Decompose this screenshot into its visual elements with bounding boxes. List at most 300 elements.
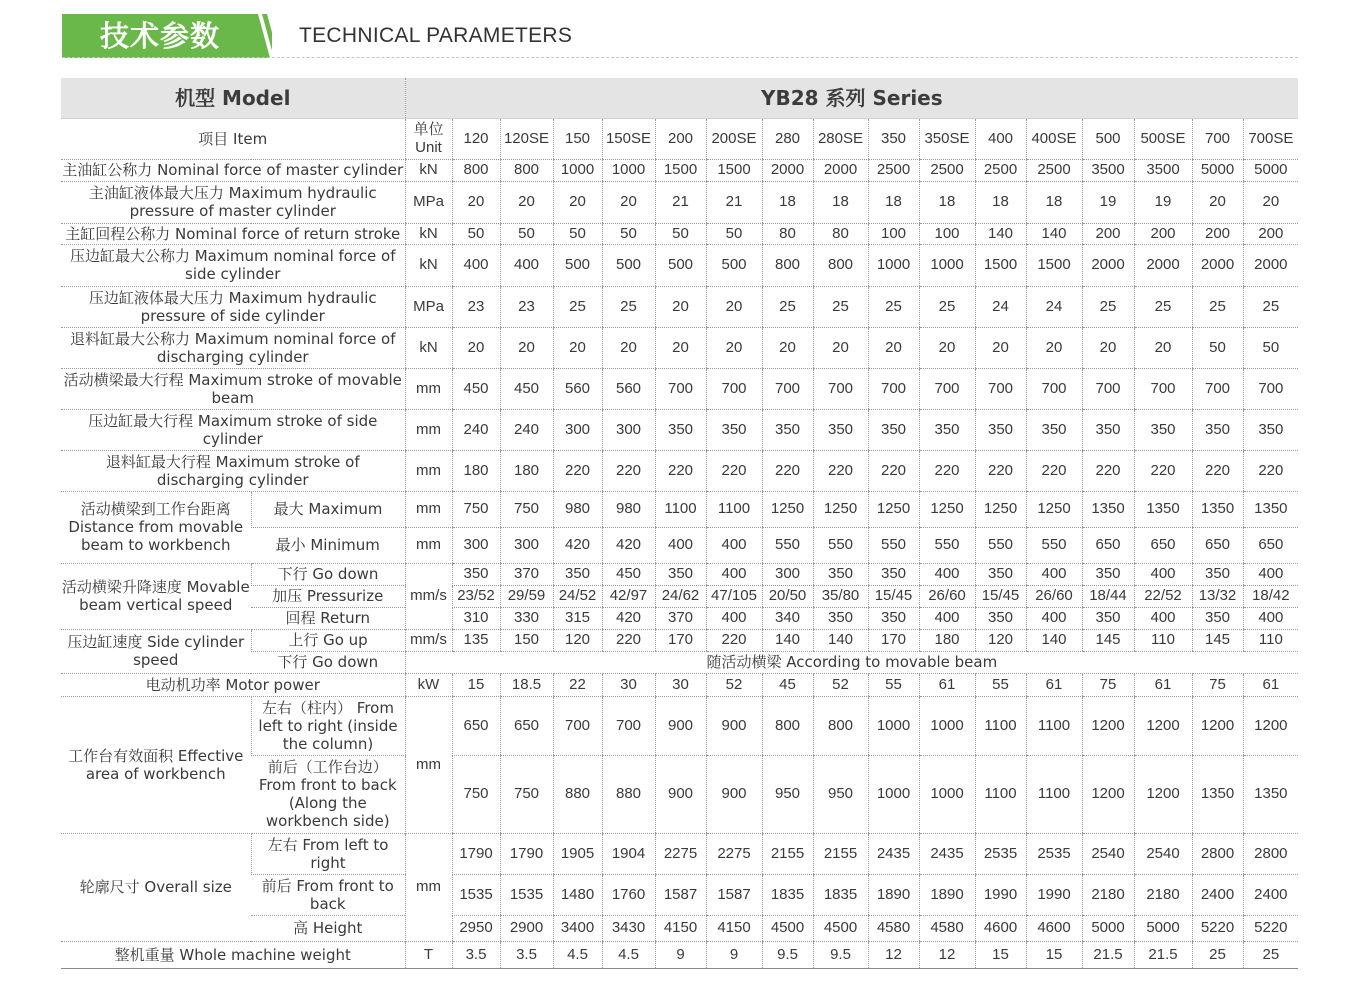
model-name-cell: 700SE bbox=[1243, 118, 1298, 159]
value-cell: 220 bbox=[868, 450, 919, 491]
value-cell: 140 bbox=[1026, 629, 1082, 651]
value-cell: 650 bbox=[452, 696, 500, 755]
row-label: 退料缸最大公称力 Maximum nominal force of discharging cylinder bbox=[61, 327, 405, 368]
value-cell: 12 bbox=[868, 941, 919, 968]
value-cell: 315 bbox=[553, 607, 602, 629]
value-cell: 240 bbox=[500, 409, 553, 450]
value-cell: 25 bbox=[1243, 286, 1298, 327]
model-name-cell: 150 bbox=[553, 118, 602, 159]
sub-label: 最小 Minimum bbox=[251, 527, 405, 563]
unit-label: 单位 Unit bbox=[405, 118, 452, 159]
value-cell: 2435 bbox=[919, 833, 975, 874]
section-title-en: TECHNICAL PARAMETERS bbox=[299, 24, 573, 47]
value-cell: 20 bbox=[602, 327, 655, 368]
value-cell: 400 bbox=[452, 244, 500, 286]
value-cell: 700 bbox=[762, 368, 813, 409]
value-cell: 26/60 bbox=[1026, 585, 1082, 607]
value-cell: 300 bbox=[500, 527, 553, 563]
value-cell: 400 bbox=[1243, 607, 1298, 629]
value-cell: 24 bbox=[1026, 286, 1082, 327]
value-cell: 650 bbox=[1082, 527, 1134, 563]
value-cell: 140 bbox=[762, 629, 813, 651]
value-cell: 20 bbox=[868, 327, 919, 368]
sub-label: 左右（柱内） From left to right (inside the column) bbox=[251, 696, 405, 755]
value-cell: 52 bbox=[813, 673, 868, 696]
value-cell: 50 bbox=[655, 223, 706, 244]
model-name-cell: 280 bbox=[762, 118, 813, 159]
value-cell: 50 bbox=[553, 223, 602, 244]
row-label: 整机重量 Whole machine weight bbox=[61, 941, 405, 968]
value-cell: 700 bbox=[602, 696, 655, 755]
value-cell: 220 bbox=[1243, 450, 1298, 491]
table-row bbox=[61, 629, 1298, 651]
value-cell: 1100 bbox=[1026, 755, 1082, 833]
value-cell: 220 bbox=[975, 450, 1026, 491]
value-cell: 2500 bbox=[919, 159, 975, 181]
value-cell: 1000 bbox=[919, 244, 975, 286]
table-header-row bbox=[61, 78, 1298, 118]
value-cell: 61 bbox=[1243, 673, 1298, 696]
value-cell: 12 bbox=[919, 941, 975, 968]
model-name-cell: 350SE bbox=[919, 118, 975, 159]
value-cell: 1100 bbox=[975, 696, 1026, 755]
value-cell: 20 bbox=[813, 327, 868, 368]
table-row bbox=[61, 673, 1298, 696]
value-cell: 75 bbox=[1192, 673, 1243, 696]
value-cell: 1250 bbox=[1026, 491, 1082, 527]
row-label: 工作台有效面积 Effective area of workbench bbox=[61, 696, 251, 833]
value-cell: 23 bbox=[500, 286, 553, 327]
value-cell: 21.5 bbox=[1082, 941, 1134, 968]
value-cell: 42/97 bbox=[602, 585, 655, 607]
value-cell: 55 bbox=[868, 673, 919, 696]
value-cell: 18/44 bbox=[1082, 585, 1134, 607]
value-cell: 20 bbox=[452, 181, 500, 223]
value-cell: 370 bbox=[655, 607, 706, 629]
value-cell: 2180 bbox=[1082, 874, 1134, 915]
value-cell: 1480 bbox=[553, 874, 602, 915]
value-cell: 20 bbox=[1192, 181, 1243, 223]
value-cell: 1890 bbox=[919, 874, 975, 915]
value-cell: 2950 bbox=[452, 915, 500, 941]
value-cell: 18/42 bbox=[1243, 585, 1298, 607]
item-label: 项目 Item bbox=[61, 118, 405, 159]
row-unit: mm bbox=[405, 696, 452, 833]
table-row bbox=[61, 286, 1298, 327]
value-cell: 2540 bbox=[1134, 833, 1192, 874]
value-cell: 400 bbox=[1026, 607, 1082, 629]
table-row bbox=[61, 159, 1298, 181]
value-cell: 700 bbox=[1026, 368, 1082, 409]
value-cell: 61 bbox=[1026, 673, 1082, 696]
value-cell: 25 bbox=[1243, 941, 1298, 968]
value-cell: 26/60 bbox=[919, 585, 975, 607]
row-unit: MPa bbox=[405, 181, 452, 223]
model-name-cell: 120SE bbox=[500, 118, 553, 159]
value-cell: 370 bbox=[500, 563, 553, 585]
value-cell: 650 bbox=[1192, 527, 1243, 563]
value-cell: 350 bbox=[975, 563, 1026, 585]
value-cell: 350 bbox=[975, 409, 1026, 450]
value-cell: 1904 bbox=[602, 833, 655, 874]
value-cell: 1990 bbox=[1026, 874, 1082, 915]
value-cell: 350 bbox=[868, 563, 919, 585]
row-label: 压边缸最大公称力 Maximum nominal force of side cylinder bbox=[61, 244, 405, 286]
value-cell: 4600 bbox=[975, 915, 1026, 941]
value-cell: 100 bbox=[919, 223, 975, 244]
value-cell: 80 bbox=[813, 223, 868, 244]
value-cell: 21 bbox=[706, 181, 762, 223]
value-cell: 3.5 bbox=[452, 941, 500, 968]
value-cell: 1250 bbox=[919, 491, 975, 527]
value-cell: 200 bbox=[1192, 223, 1243, 244]
header-divider bbox=[62, 57, 1298, 58]
value-cell: 350 bbox=[762, 409, 813, 450]
value-cell: 1350 bbox=[1082, 491, 1134, 527]
value-cell: 400 bbox=[655, 527, 706, 563]
value-cell: 75 bbox=[1082, 673, 1134, 696]
value-cell: 2000 bbox=[813, 159, 868, 181]
table-row bbox=[61, 244, 1298, 286]
sub-label: 前后（工作台边） From front to back (Along the workbench side) bbox=[251, 755, 405, 833]
table-row bbox=[61, 696, 1298, 755]
table-row bbox=[61, 941, 1298, 968]
value-cell: 19 bbox=[1082, 181, 1134, 223]
value-cell: 800 bbox=[762, 244, 813, 286]
value-cell: 15 bbox=[1026, 941, 1082, 968]
value-cell: 140 bbox=[975, 223, 1026, 244]
row-unit: mm/s bbox=[405, 629, 452, 651]
value-cell: 300 bbox=[553, 409, 602, 450]
value-cell: 5000 bbox=[1243, 159, 1298, 181]
value-cell: 15/45 bbox=[868, 585, 919, 607]
row-unit: mm bbox=[405, 409, 452, 450]
value-cell: 400 bbox=[706, 527, 762, 563]
value-cell: 20 bbox=[919, 327, 975, 368]
value-cell: 700 bbox=[975, 368, 1026, 409]
value-cell: 220 bbox=[1134, 450, 1192, 491]
sub-label: 回程 Return bbox=[251, 607, 405, 629]
value-cell: 55 bbox=[975, 673, 1026, 696]
value-cell: 220 bbox=[706, 450, 762, 491]
value-cell: 18 bbox=[975, 181, 1026, 223]
value-cell: 15 bbox=[975, 941, 1026, 968]
value-cell: 800 bbox=[452, 159, 500, 181]
value-cell: 1200 bbox=[1134, 755, 1192, 833]
value-cell: 700 bbox=[1082, 368, 1134, 409]
value-cell: 200 bbox=[1134, 223, 1192, 244]
down-note: 随活动横梁 According to movable beam bbox=[405, 651, 1298, 673]
row-label: 压边缸速度 Side cylinder speed bbox=[61, 629, 251, 673]
value-cell: 750 bbox=[452, 755, 500, 833]
sub-label: 前后 From front to back bbox=[251, 874, 405, 915]
value-cell: 5000 bbox=[1192, 159, 1243, 181]
value-cell: 220 bbox=[919, 450, 975, 491]
value-cell: 1500 bbox=[975, 244, 1026, 286]
value-cell: 350 bbox=[868, 409, 919, 450]
value-cell: 140 bbox=[813, 629, 868, 651]
value-cell: 350 bbox=[1082, 409, 1134, 450]
value-cell: 220 bbox=[602, 450, 655, 491]
model-name-cell: 350 bbox=[868, 118, 919, 159]
row-label: 活动横梁最大行程 Maximum stroke of movable beam bbox=[61, 368, 405, 409]
value-cell: 2180 bbox=[1134, 874, 1192, 915]
value-cell: 400 bbox=[1134, 563, 1192, 585]
value-cell: 350 bbox=[655, 563, 706, 585]
value-cell: 150 bbox=[500, 629, 553, 651]
value-cell: 9.5 bbox=[813, 941, 868, 968]
row-unit: kN bbox=[405, 244, 452, 286]
value-cell: 4500 bbox=[762, 915, 813, 941]
value-cell: 25 bbox=[868, 286, 919, 327]
value-cell: 350 bbox=[1026, 409, 1082, 450]
value-cell: 4.5 bbox=[602, 941, 655, 968]
value-cell: 1200 bbox=[1192, 696, 1243, 755]
value-cell: 52 bbox=[706, 673, 762, 696]
value-cell: 350 bbox=[975, 607, 1026, 629]
value-cell: 135 bbox=[452, 629, 500, 651]
value-cell: 1000 bbox=[919, 755, 975, 833]
value-cell: 2155 bbox=[762, 833, 813, 874]
model-name-cell: 500 bbox=[1082, 118, 1134, 159]
value-cell: 2500 bbox=[975, 159, 1026, 181]
row-unit: mm bbox=[405, 527, 452, 563]
value-cell: 2800 bbox=[1243, 833, 1298, 874]
value-cell: 400 bbox=[919, 563, 975, 585]
value-cell: 4580 bbox=[919, 915, 975, 941]
value-cell: 1890 bbox=[868, 874, 919, 915]
value-cell: 9 bbox=[706, 941, 762, 968]
value-cell: 61 bbox=[919, 673, 975, 696]
value-cell: 120 bbox=[553, 629, 602, 651]
value-cell: 100 bbox=[868, 223, 919, 244]
value-cell: 400 bbox=[1134, 607, 1192, 629]
value-cell: 700 bbox=[868, 368, 919, 409]
value-cell: 350 bbox=[813, 563, 868, 585]
table-row bbox=[61, 409, 1298, 450]
value-cell: 350 bbox=[1192, 409, 1243, 450]
value-cell: 400 bbox=[500, 244, 553, 286]
value-cell: 25 bbox=[1192, 286, 1243, 327]
value-cell: 420 bbox=[602, 527, 655, 563]
sub-label: 下行 Go down bbox=[251, 651, 405, 673]
value-cell: 4500 bbox=[813, 915, 868, 941]
value-cell: 350 bbox=[813, 607, 868, 629]
value-cell: 310 bbox=[452, 607, 500, 629]
row-label: 活动横梁升降速度 Movable beam vertical speed bbox=[61, 563, 251, 629]
value-cell: 1535 bbox=[500, 874, 553, 915]
value-cell: 20 bbox=[975, 327, 1026, 368]
value-cell: 4600 bbox=[1026, 915, 1082, 941]
value-cell: 13/32 bbox=[1192, 585, 1243, 607]
value-cell: 5220 bbox=[1192, 915, 1243, 941]
row-label: 压边缸最大行程 Maximum stroke of side cylinder bbox=[61, 409, 405, 450]
value-cell: 25 bbox=[1192, 941, 1243, 968]
value-cell: 45 bbox=[762, 673, 813, 696]
value-cell: 1250 bbox=[813, 491, 868, 527]
value-cell: 170 bbox=[868, 629, 919, 651]
value-cell: 500 bbox=[602, 244, 655, 286]
value-cell: 1587 bbox=[706, 874, 762, 915]
section-title-cn: 技术参数 bbox=[100, 19, 221, 53]
value-cell: 420 bbox=[602, 607, 655, 629]
value-cell: 550 bbox=[919, 527, 975, 563]
value-cell: 18 bbox=[813, 181, 868, 223]
row-label: 压边缸液体最大压力 Maximum hydraulic pressure of side cylinder bbox=[61, 286, 405, 327]
value-cell: 1200 bbox=[1243, 696, 1298, 755]
value-cell: 25 bbox=[813, 286, 868, 327]
value-cell: 340 bbox=[762, 607, 813, 629]
value-cell: 23 bbox=[452, 286, 500, 327]
value-cell: 2000 bbox=[1192, 244, 1243, 286]
value-cell: 2435 bbox=[868, 833, 919, 874]
value-cell: 19 bbox=[1134, 181, 1192, 223]
value-cell: 400 bbox=[1243, 563, 1298, 585]
row-unit: mm bbox=[405, 491, 452, 527]
value-cell: 450 bbox=[452, 368, 500, 409]
value-cell: 220 bbox=[602, 629, 655, 651]
table-row bbox=[61, 833, 1298, 874]
model-name-cell: 120 bbox=[452, 118, 500, 159]
value-cell: 50 bbox=[706, 223, 762, 244]
value-cell: 800 bbox=[813, 244, 868, 286]
value-cell: 4150 bbox=[706, 915, 762, 941]
value-cell: 400 bbox=[706, 563, 762, 585]
value-cell: 110 bbox=[1243, 629, 1298, 651]
value-cell: 47/105 bbox=[706, 585, 762, 607]
value-cell: 1000 bbox=[868, 755, 919, 833]
value-cell: 1790 bbox=[452, 833, 500, 874]
value-cell: 350 bbox=[919, 409, 975, 450]
value-cell: 330 bbox=[500, 607, 553, 629]
model-header: 机型 Model bbox=[61, 78, 405, 118]
value-cell: 350 bbox=[1192, 563, 1243, 585]
value-cell: 980 bbox=[602, 491, 655, 527]
series-header: YB28 系列 Series bbox=[405, 78, 1298, 118]
value-cell: 20 bbox=[706, 327, 762, 368]
value-cell: 140 bbox=[1026, 223, 1082, 244]
value-cell: 1350 bbox=[1192, 755, 1243, 833]
value-cell: 3500 bbox=[1134, 159, 1192, 181]
value-cell: 25 bbox=[553, 286, 602, 327]
value-cell: 350 bbox=[868, 607, 919, 629]
model-name-cell: 200SE bbox=[706, 118, 762, 159]
sub-label: 上行 Go up bbox=[251, 629, 405, 651]
value-cell: 700 bbox=[706, 368, 762, 409]
model-name-cell: 280SE bbox=[813, 118, 868, 159]
value-cell: 950 bbox=[762, 755, 813, 833]
table-row bbox=[61, 450, 1298, 491]
value-cell: 220 bbox=[813, 450, 868, 491]
value-cell: 20 bbox=[706, 286, 762, 327]
sub-label: 左右 From left to right bbox=[251, 833, 405, 874]
value-cell: 25 bbox=[1082, 286, 1134, 327]
value-cell: 650 bbox=[500, 696, 553, 755]
row-unit: MPa bbox=[405, 286, 452, 327]
value-cell: 29/59 bbox=[500, 585, 553, 607]
sub-label: 最大 Maximum bbox=[251, 491, 405, 527]
value-cell: 21 bbox=[655, 181, 706, 223]
value-cell: 1200 bbox=[1134, 696, 1192, 755]
value-cell: 4.5 bbox=[553, 941, 602, 968]
value-cell: 180 bbox=[500, 450, 553, 491]
value-cell: 5000 bbox=[1082, 915, 1134, 941]
technical-parameters-table bbox=[61, 78, 1298, 969]
value-cell: 1000 bbox=[553, 159, 602, 181]
value-cell: 1350 bbox=[1243, 491, 1298, 527]
value-cell: 25 bbox=[602, 286, 655, 327]
value-cell: 350 bbox=[452, 563, 500, 585]
value-cell: 1250 bbox=[975, 491, 1026, 527]
value-cell: 5220 bbox=[1243, 915, 1298, 941]
value-cell: 2000 bbox=[1243, 244, 1298, 286]
row-label: 轮廓尺寸 Overall size bbox=[61, 833, 251, 941]
value-cell: 220 bbox=[655, 450, 706, 491]
value-cell: 1790 bbox=[500, 833, 553, 874]
value-cell: 900 bbox=[706, 755, 762, 833]
value-cell: 20/50 bbox=[762, 585, 813, 607]
value-cell: 500 bbox=[553, 244, 602, 286]
value-cell: 800 bbox=[762, 696, 813, 755]
value-cell: 700 bbox=[553, 696, 602, 755]
value-cell: 18 bbox=[1026, 181, 1082, 223]
value-cell: 400 bbox=[1026, 563, 1082, 585]
row-unit: mm bbox=[405, 833, 452, 941]
value-cell: 550 bbox=[868, 527, 919, 563]
value-cell: 2500 bbox=[1026, 159, 1082, 181]
row-unit: kW bbox=[405, 673, 452, 696]
value-cell: 2275 bbox=[706, 833, 762, 874]
value-cell: 880 bbox=[553, 755, 602, 833]
table-row bbox=[61, 368, 1298, 409]
value-cell: 750 bbox=[500, 491, 553, 527]
value-cell: 450 bbox=[602, 563, 655, 585]
row-label: 退料缸最大行程 Maximum stroke of discharging cylinder bbox=[61, 450, 405, 491]
value-cell: 300 bbox=[602, 409, 655, 450]
value-cell: 800 bbox=[500, 159, 553, 181]
value-cell: 3.5 bbox=[500, 941, 553, 968]
value-cell: 1000 bbox=[602, 159, 655, 181]
value-cell: 180 bbox=[919, 629, 975, 651]
value-cell: 145 bbox=[1192, 629, 1243, 651]
value-cell: 5000 bbox=[1134, 915, 1192, 941]
value-cell: 3500 bbox=[1082, 159, 1134, 181]
value-cell: 1250 bbox=[762, 491, 813, 527]
value-cell: 145 bbox=[1082, 629, 1134, 651]
value-cell: 550 bbox=[762, 527, 813, 563]
value-cell: 24/52 bbox=[553, 585, 602, 607]
value-cell: 50 bbox=[602, 223, 655, 244]
value-cell: 22 bbox=[553, 673, 602, 696]
row-label: 主缸回程公称力 Nominal force of return stroke bbox=[61, 223, 405, 244]
value-cell: 220 bbox=[762, 450, 813, 491]
value-cell: 22/52 bbox=[1134, 585, 1192, 607]
model-name-cell: 200 bbox=[655, 118, 706, 159]
value-cell: 20 bbox=[1134, 327, 1192, 368]
value-cell: 1100 bbox=[975, 755, 1026, 833]
value-cell: 30 bbox=[655, 673, 706, 696]
value-cell: 1000 bbox=[868, 696, 919, 755]
value-cell: 110 bbox=[1134, 629, 1192, 651]
value-cell: 1100 bbox=[655, 491, 706, 527]
value-cell: 560 bbox=[602, 368, 655, 409]
value-cell: 500 bbox=[706, 244, 762, 286]
value-cell: 20 bbox=[1082, 327, 1134, 368]
value-cell: 560 bbox=[553, 368, 602, 409]
value-cell: 2000 bbox=[1134, 244, 1192, 286]
value-cell: 20 bbox=[553, 181, 602, 223]
value-cell: 550 bbox=[813, 527, 868, 563]
